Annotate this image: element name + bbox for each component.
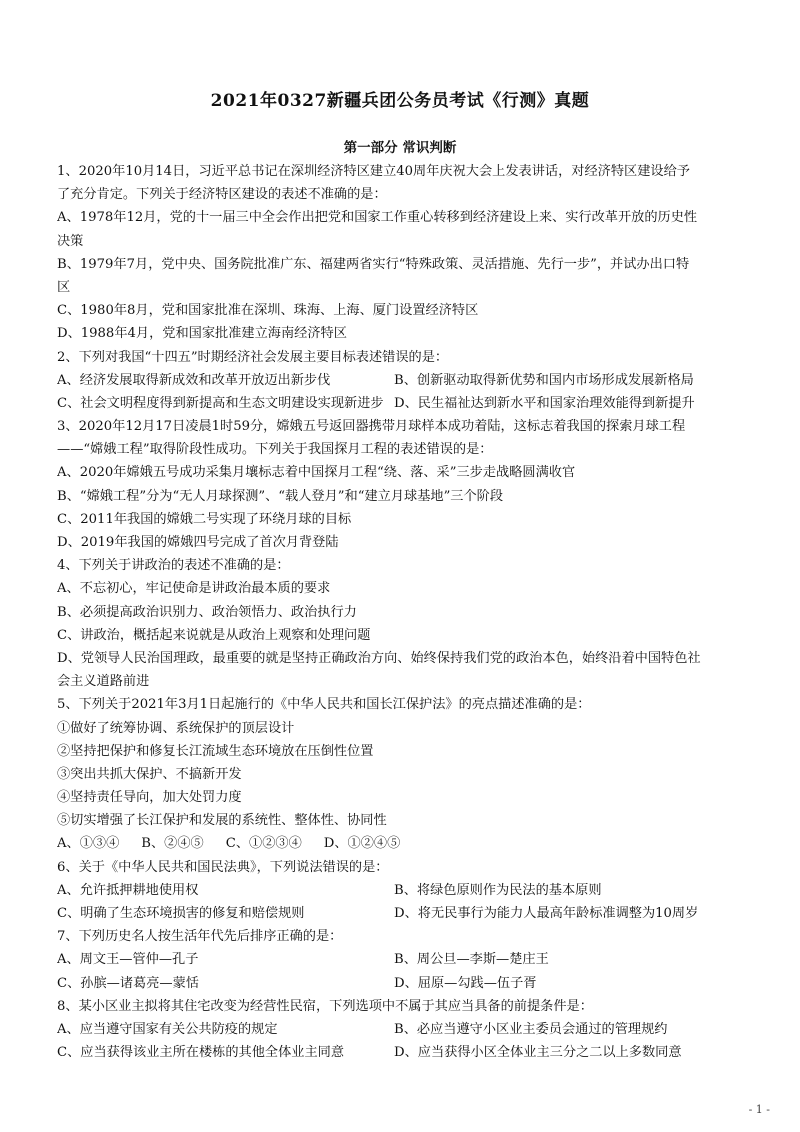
- q1-option-b-cont: 区: [57, 279, 71, 295]
- q4-option-c: C、讲政治，概括起来说就是从政治上观察和处理问题: [57, 627, 371, 643]
- q4-option-b: B、必须提高政治识别力、政治领悟力、政治执行力: [57, 604, 357, 620]
- q4-option-d: D、党领导人民治国理政，最重要的就是坚持正确政治方向、始终保持我们党的政治本色，始终沿着中国特色社: [57, 650, 701, 666]
- q6-options-row2: [57, 902, 747, 925]
- q7-option-d: D、屈原—勾践—伍子胥: [394, 975, 537, 991]
- q3-stem: 3、2020年12月17日凌晨1时59分，嫦娥五号返回器携带月球样本成功着陆，这标志着我国的探索月球工程: [57, 419, 686, 435]
- q6-option-d: D、将无民事行为能力人最高年龄标准调整为10周岁: [394, 906, 699, 921]
- q7-option-c: C、孙膑—诸葛亮—蒙恬: [57, 975, 199, 991]
- q1-stem: 1、2020年10月14日，习近平总书记在深圳经济特区建立40周年庆祝大会上发表讲话，对经济特区建设给予: [57, 164, 690, 179]
- q5-option-a: A、①③④: [57, 836, 120, 852]
- q1-option-c: C、1980年8月，党和国家批准在深圳、珠海、上海、厦门设置经济特区: [57, 303, 479, 319]
- q8-option-c: C、应当获得该业主所在楼栋的其他全体业主同意: [57, 1045, 345, 1061]
- q4-stem: 4、下列关于讲政治的表述不准确的是：: [57, 558, 290, 574]
- q6-option-a: A、允许抵押耕地使用权: [57, 882, 199, 898]
- q7-options-row2: [57, 972, 747, 995]
- q3-option-b: B、“嫦娥工程”分为“无人月球探测”、“载人登月”和“建立月球基地”三个阶段: [57, 488, 504, 504]
- q4-option-a: A、不忘初心，牢记使命是讲政治最本质的要求: [57, 581, 331, 597]
- q3-option-d: D、2019年我国的嫦娥四号完成了首次月背登陆: [57, 535, 339, 550]
- q8-option-b: B、必应当遵守小区业主委员会通过的管理规约: [394, 1021, 668, 1037]
- q1-option-d: D、1988年4月，党和国家批准建立海南经济特区: [57, 326, 347, 342]
- q3-option-a: A、2020年嫦娥五号成功采集月壤标志着中国探月工程“绕、落、采”三步走战略圆满收官: [57, 465, 576, 481]
- q6-option-b: B、将绿色原则作为民法的基本原则: [394, 882, 602, 898]
- q2-options-row2: [57, 392, 747, 415]
- q5-option-c: C、①②③④: [225, 836, 302, 852]
- q8-options-row1: [57, 1018, 747, 1041]
- q5-statement-2: ②坚持把保护和修复长江流域生态环境放在压倒性位置: [57, 743, 374, 759]
- q2-option-d: D、民生福祉达到新水平和国家治理效能得到新提升: [394, 395, 695, 411]
- section-heading: 第一部分 常识判断: [343, 140, 457, 156]
- q8-options-row2: [57, 1041, 747, 1064]
- q1-option-b: B、1979年7月，党中央、国务院批准广东、福建两省实行“特殊政策、灵活措施、先行一步”，并试办出口特: [57, 256, 690, 272]
- page-number: - 1 -: [748, 1103, 770, 1116]
- questions-body: [57, 160, 747, 1064]
- q2-option-c: C、社会文明程度得到新提高和生态文明建设实现新进步: [57, 395, 384, 411]
- q2-option-a: A、经济发展取得新成效和改革开放迈出新步伐: [57, 372, 331, 388]
- q6-options-row1: [57, 879, 747, 902]
- document-title: 2021年0327新疆兵团公务员考试《行测》真题: [210, 91, 590, 111]
- q6-stem: 6、关于《中华人民共和国民法典》，下列说法错误的是：: [57, 859, 389, 875]
- q7-option-a: A、周文王—管仲—孔子: [57, 952, 199, 968]
- q5-option-b: B、②④⑤: [141, 836, 204, 852]
- q5-option-d: D、①②④⑤: [323, 836, 401, 852]
- q5-options-row: [57, 832, 747, 855]
- q7-option-b: B、周公旦—李斯—楚庄王: [394, 952, 549, 968]
- q7-stem: 7、下列历史名人按生活年代先后排序正确的是：: [57, 929, 343, 945]
- q8-option-a: A、应当遵守国家有关公共防疫的规定: [57, 1021, 278, 1037]
- q5-statement-1: ①做好了统筹协调、系统保护的顶层设计: [57, 720, 295, 736]
- q2-stem: 2、下列对我国“十四五”时期经济社会发展主要目标表述错误的是：: [57, 349, 449, 365]
- q5-stem: 5、下列关于2021年3月1日起施行的《中华人民共和国长江保护法》的亮点描述准确的是：: [57, 697, 591, 713]
- q4-option-d-cont: 会主义道路前进: [57, 674, 150, 690]
- q8-stem: 8、某小区业主拟将其住宅改变为经营性民宿，下列选项中不属于其应当具备的前提条件是：: [57, 998, 593, 1014]
- q5-statement-3: ③突出共抓大保护、不搞新开发: [57, 766, 242, 782]
- q1-option-a-cont: 决策: [57, 233, 84, 249]
- q1-stem-cont: 了充分肯定。下列关于经济特区建设的表述不准确的是：: [57, 187, 387, 203]
- q6-option-c: C、明确了生态环境损害的修复和赔偿规则: [57, 906, 305, 921]
- q3-option-c: C、2011年我国的嫦娥二号实现了环绕月球的目标: [57, 511, 352, 527]
- q7-options-row1: [57, 948, 747, 971]
- q2-option-b: B、创新驱动取得新优势和国内市场形成发展新格局: [394, 372, 694, 388]
- q8-option-d: D、应当获得小区全体业主三分之二以上多数同意: [394, 1045, 682, 1061]
- q1-option-a: A、1978年12月，党的十一届三中全会作出把党和国家工作重心转移到经济建设上来、实行改革开放的历史性: [57, 210, 698, 226]
- q5-statement-5: ⑤切实增强了长江保护和发展的系统性、整体性、协同性: [57, 813, 387, 829]
- q5-statement-4: ④坚持责任导向，加大处罚力度: [57, 790, 242, 806]
- q3-stem-cont: ——“嫦娥工程”取得阶段性成功。下列关于我国探月工程的表述错误的是：: [57, 442, 493, 458]
- q2-options-row1: [57, 369, 747, 392]
